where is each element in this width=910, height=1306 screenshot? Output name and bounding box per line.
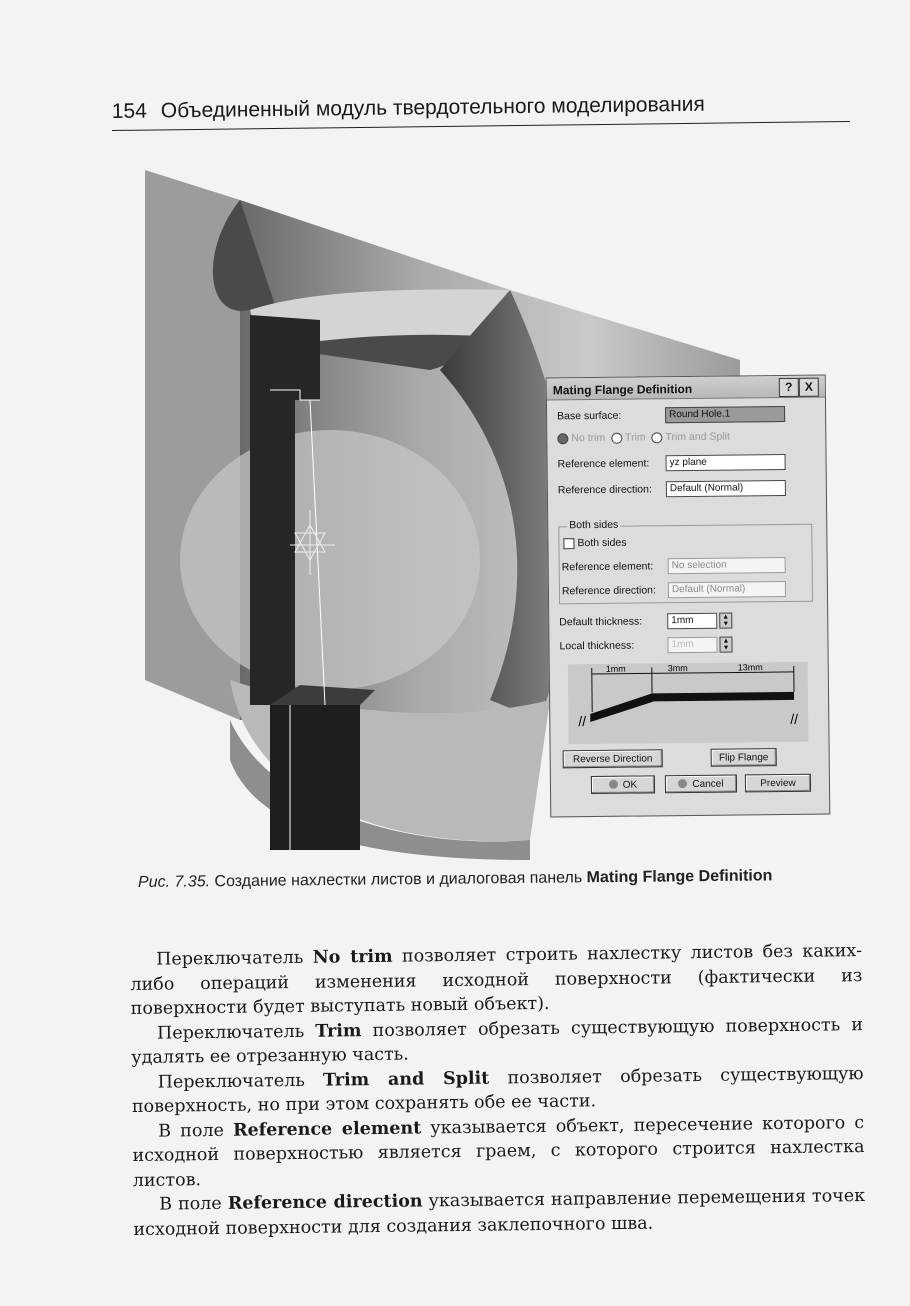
caption-bold: Mating Flange Definition [586, 867, 773, 887]
default-thickness-field[interactable]: 1mm [667, 613, 717, 630]
paragraph-text: Переключатель [156, 1021, 316, 1044]
preview-button[interactable]: Preview [745, 774, 811, 793]
paragraph-text: указывается направление перемещения точек исходной поверхности для создания заклепочного шва. [133, 1186, 866, 1240]
default-thickness-spinner[interactable]: ▲ ▼ [719, 613, 732, 629]
paragraph-text: В поле [158, 1120, 234, 1142]
radio-no-trim[interactable] [557, 433, 568, 444]
bs-ref-element-field[interactable]: No selection [668, 557, 786, 574]
close-button[interactable]: X [799, 378, 819, 397]
page-number: 154 [111, 99, 147, 124]
mating-flange-dialog [546, 375, 831, 818]
ref-element-label: Reference element: [557, 457, 650, 471]
both-sides-group [558, 518, 813, 605]
both-sides-checkbox[interactable] [563, 538, 574, 549]
local-thickness-spinner[interactable]: ▲ ▼ [719, 637, 732, 653]
paragraph-text: указывается объект, пересечение которого с исходной поверхностью является граем, с которого строится нахлестка листов. [132, 1112, 865, 1191]
flange-preview-diagram [568, 662, 809, 745]
ref-element-field[interactable]: yz plane [666, 454, 786, 471]
figure-caption [138, 866, 858, 892]
paragraph-term: No trim [312, 946, 393, 968]
dim-label-2: 3mm [667, 663, 688, 674]
dim-label-1: 1mm [605, 663, 626, 674]
local-thickness-field[interactable]: 1mm [667, 637, 717, 654]
radio-trim[interactable] [611, 432, 622, 443]
both-sides-checkbox-row[interactable] [563, 537, 626, 550]
chapter-title: Объединенный модуль твердотельного моделирования [160, 92, 705, 123]
paragraph [131, 1062, 864, 1120]
radio-trim-and-split[interactable] [651, 432, 662, 443]
flip-flange-button[interactable]: Flip Flange [711, 748, 777, 767]
cancel-icon [678, 779, 687, 788]
svg-text://: // [790, 710, 799, 727]
cancel-button[interactable] [665, 774, 737, 793]
ok-button[interactable] [591, 775, 655, 794]
paragraph [131, 1013, 864, 1071]
paragraph-text: позволяет обрезать существующую поверхность, но при этом сохранять обе ее части. [131, 1063, 864, 1117]
trim-radio-group [557, 431, 730, 445]
default-thickness-label: Default thickness: [559, 615, 643, 629]
body-text [130, 939, 866, 1242]
paragraph-text: позволяет обрезать существующую поверхность и удалять ее отрезанную часть. [131, 1014, 864, 1068]
help-button[interactable]: ? [779, 378, 799, 397]
radio-trim-label: Trim [624, 431, 646, 444]
paragraph-text: позволяет строить нахлестку листов без каких-либо операций изменения исходной поверхности (фактически из поверхности будет выступать новый объект). [130, 941, 863, 1019]
local-thickness-label: Local thickness: [559, 639, 635, 653]
bs-ref-element-label: Reference element: [561, 560, 654, 574]
page-header [112, 91, 850, 131]
ok-icon [609, 780, 618, 789]
paragraph-text: Переключатель [157, 1070, 324, 1093]
ok-button-label: OK [622, 779, 638, 791]
dim-label-3: 13mm [737, 662, 763, 673]
paragraph [130, 939, 863, 1021]
both-sides-group-title: Both sides [569, 518, 619, 532]
svg-text://: // [578, 713, 587, 730]
radio-no-trim-label: No trim [571, 431, 606, 445]
paragraph-text: В поле [159, 1193, 228, 1215]
paragraph-term: Trim and Split [322, 1068, 490, 1091]
paragraph-term: Trim [315, 1020, 362, 1042]
paragraph-term: Reference element [232, 1117, 422, 1141]
bs-ref-direction-label: Reference direction: [561, 584, 656, 598]
cancel-button-label: Cancel [692, 778, 724, 790]
caption-prefix: Рис. 7.35. [137, 873, 211, 891]
paragraph [133, 1184, 866, 1242]
bs-ref-direction-field[interactable]: Default (Normal) [668, 581, 786, 598]
base-surface-label: Base surface: [557, 409, 622, 423]
caption-text: Создание нахлестки листов и диалоговая панель [214, 869, 583, 891]
dialog-title: Mating Flange Definition [547, 376, 825, 401]
ref-direction-field[interactable]: Default (Normal) [666, 480, 786, 497]
paragraph-term: Reference direction [227, 1191, 423, 1214]
paragraph-text: Переключатель [156, 947, 313, 970]
base-surface-field[interactable]: Round Hole.1 [665, 406, 785, 423]
paragraph [132, 1111, 865, 1193]
ref-direction-label: Reference direction: [557, 483, 652, 497]
both-sides-checkbox-label: Both sides [577, 536, 627, 550]
figure-7-35 [110, 160, 860, 860]
radio-trim-and-split-label: Trim and Split [665, 430, 730, 444]
reverse-direction-button[interactable]: Reverse Direction [563, 749, 663, 768]
